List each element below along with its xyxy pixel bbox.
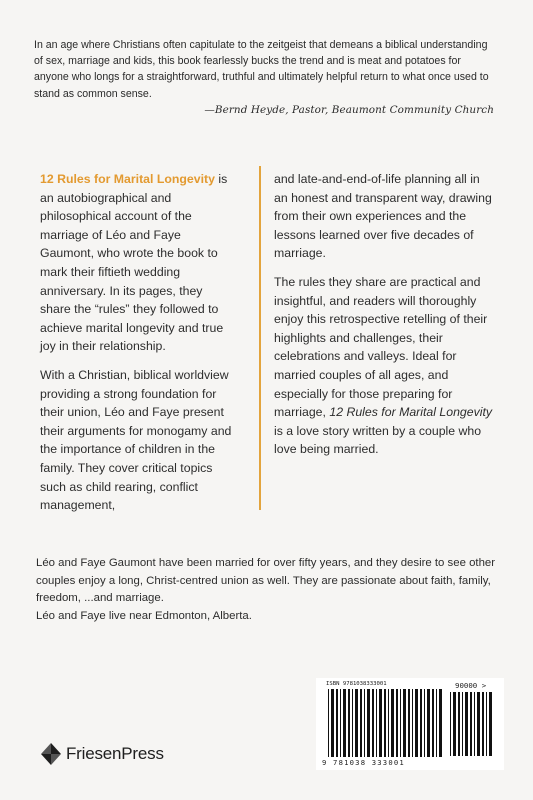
barcode-bar (384, 689, 386, 757)
barcode-bar (391, 689, 394, 757)
barcode-bar (415, 689, 418, 757)
barcode-bar (379, 689, 382, 757)
barcode-bar (412, 689, 413, 757)
barcode-bar (367, 689, 370, 757)
publisher-name: FriesenPress (66, 744, 164, 763)
barcode-bar (331, 689, 334, 757)
endorsement-quote: In an age where Christians often capitulate to the zeitgeist that demeans a biblical understanding of sex, marriage and kids, this book fearlessly bucks the trend and is meat and potatoes for anyone who longs for a straightforward, truthful and ultimately helpful return to what once used to stand as common sense. (34, 39, 489, 100)
description-left-column (40, 170, 236, 525)
barcode-bar (388, 689, 389, 757)
barcode-bar (436, 689, 437, 757)
barcode-bar (458, 692, 460, 756)
barcode-addon-bars (450, 692, 496, 756)
barcode-bar (400, 689, 401, 757)
barcode-bar (352, 689, 353, 757)
isbn-barcode (316, 678, 504, 770)
barcode-bar (336, 689, 338, 757)
barcode-bar (403, 689, 406, 757)
barcode-bar (408, 689, 410, 757)
barcode-bar (348, 689, 350, 757)
description-paragraph-1-text: is an autobiographical and philosophical account of the marriage of Léo and Faye Gaumont, who wrote the book to mark their fiftieth wedding anniversary. In its pages, they share the “rules” they followed to achieve marital longevity and true joy in their relationship. (40, 172, 228, 354)
barcode-bar (364, 689, 365, 757)
barcode-bar (439, 689, 442, 757)
barcode-bar (343, 689, 346, 757)
barcode-bar (453, 692, 456, 756)
author-bio-text: Léo and Faye Gaumont have been married for over fifty years, and they desire to see other couples enjoy a long, Christ-centred union as well. They are passionate about faith, family, freedom, ...and marriage. (36, 557, 496, 605)
column-divider (259, 166, 261, 510)
author-bio (36, 555, 506, 625)
author-location: Léo and Faye live near Edmonton, Alberta. (36, 609, 252, 622)
book-title-italic: 12 Rules for Marital Longevity (329, 405, 493, 420)
description-paragraph-1 (40, 170, 236, 356)
barcode-bar (376, 689, 377, 757)
barcode-bar (489, 692, 492, 756)
barcode-bar (427, 689, 430, 757)
description-paragraph-2-continued: and late-and-end-of-life planning all in an honest and transparent way, drawing from their own experiences and the lessons learned over five decades of marriage. (274, 172, 492, 261)
barcode-bar (396, 689, 398, 757)
barcode-bar (462, 692, 463, 756)
barcode-bar (482, 692, 484, 756)
endorsement-block (34, 37, 494, 118)
publisher-logo (40, 742, 164, 766)
price-code: 90000 > (455, 681, 487, 690)
barcode-bar (465, 692, 468, 756)
barcode-bar (477, 692, 480, 756)
barcode-bar (432, 689, 434, 757)
barcode-bar (486, 692, 487, 756)
endorsement-attribution: —Bernd Heyde, Pastor, Beaumont Community Church (204, 103, 494, 116)
barcode-bar (450, 692, 451, 756)
book-title-highlight: 12 Rules for Marital Longevity (40, 172, 215, 186)
barcode-bar (424, 689, 425, 757)
description-paragraph-3-end: is a love story written by a couple who love being married. (274, 423, 482, 457)
barcode-bar (340, 689, 341, 757)
isbn-label: ISBN 9781038333001 (326, 681, 387, 687)
barcode-bars (328, 689, 446, 757)
barcode-digits: 9 781038 333001 (322, 758, 405, 767)
description-paragraph-3 (274, 273, 496, 459)
barcode-bar (474, 692, 475, 756)
friesenpress-logo-icon (40, 742, 62, 766)
description-right-column (274, 170, 496, 469)
barcode-bar (470, 692, 472, 756)
description-paragraph-2: With a Christian, biblical worldview providing a strong foundation for their union, Léo and Faye present their arguments for monogamy and the importance of children in the family. They cover critical topics such as child rearing, conflict management, (40, 367, 232, 513)
barcode-bar (372, 689, 374, 757)
barcode-bar (360, 689, 362, 757)
description-paragraph-3-start: The rules they share are practical and insightful, and readers will thoroughly enjoy this retrospective retelling of their highlights and challenges, their celebrations and valleys. Ideal for married couples of all ages, and especially for those preparing for marriage, (274, 274, 488, 420)
barcode-bar (420, 689, 422, 757)
barcode-bar (355, 689, 358, 757)
barcode-bar (328, 689, 329, 757)
